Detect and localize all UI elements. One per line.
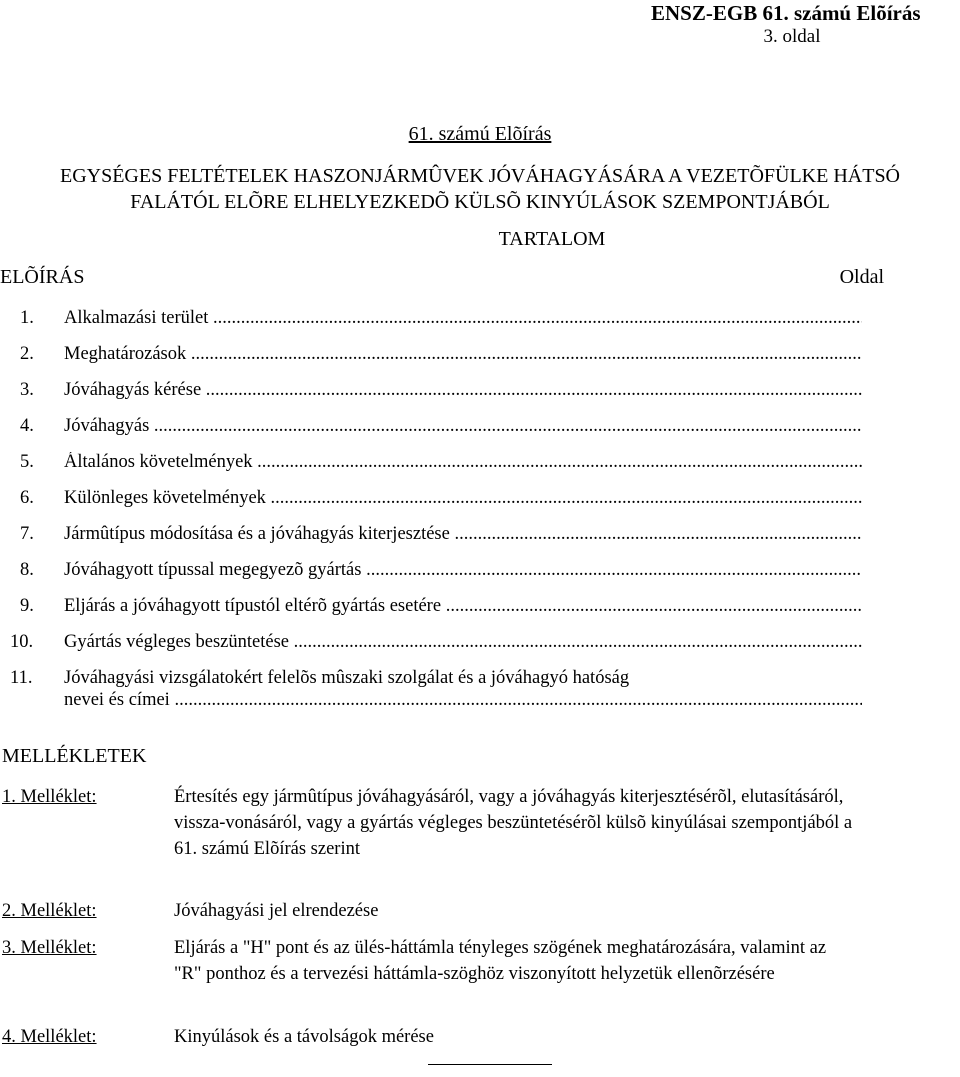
page-header [651, 2, 933, 48]
toc-item-number: 5. [20, 452, 34, 472]
toc-item-text: Gyártás végleges beszüntetése ..... [64, 632, 862, 653]
toc-item [0, 524, 862, 560]
annex-text: Értesítés egy jármûtípus jóváhagyásáról, vagy a jóváhagyás kiterjesztésérõl, elutasításáról, vissza-vonásáról, vagy a gyártás végleges beszüntetésérõl külsõ kinyúlásai szempontjából a 61. számú Elõírás szerint [174, 787, 853, 859]
toc-item [0, 668, 862, 724]
toc-item-number: 3. [20, 380, 34, 400]
toc-item-text: Jármûtípus módosítása és a jóváhagyás kiterjesztése ..... [64, 524, 862, 545]
annex-text: Eljárás a "H" pont és az ülés-háttámla tényleges szögének meghatározására, valamint az "R" ponthoz és a tervezési háttámla-szöghöz viszonyított helyzetük ellenõrzésére [174, 938, 827, 984]
toc-item-number: 6. [20, 488, 34, 508]
toc-item-text: Általános követelmények ..... [64, 452, 862, 473]
toc-item [0, 488, 862, 524]
toc-item-number: 1. [20, 308, 34, 328]
page-column-label: Oldal [839, 266, 884, 288]
toc-item [0, 344, 862, 380]
annexes-heading: MELLÉKLETEK [2, 745, 147, 767]
toc-item [0, 416, 862, 452]
toc-item-text-line-2: nevei és címei ..... [64, 690, 862, 711]
toc-item-number: 11. [10, 668, 33, 688]
section-label: ELÕÍRÁS [0, 266, 85, 288]
toc-item-text: Eljárás a jóváhagyott típustól eltérõ gyártás esetére ..... [64, 596, 862, 617]
regulation-title-line-2: FALÁTÓL ELÕRE ELHELYEZKEDÕ KÜLSÕ KINYÚLÁSOK SZEMPONTJÁBÓL [130, 191, 830, 213]
regulation-title [0, 163, 960, 215]
toc-item [0, 308, 862, 344]
annex-text: Kinyúlások és a távolságok mérése [174, 1027, 434, 1047]
toc-item-text: Jóváhagyás ..... [64, 416, 862, 437]
contents-heading: TARTALOM [498, 228, 606, 250]
annex-label: 2. Melléklet: [2, 901, 97, 921]
regulation-number: 61. számú Elõírás [408, 123, 552, 145]
annex-label: 3. Melléklet: [2, 938, 97, 958]
toc-item-number: 4. [20, 416, 34, 436]
toc-item-text-line-1: Jóváhagyási vizsgálatokért felelõs mûszaki szolgálat és a jóváhagyó hatóság [64, 668, 630, 688]
toc-item-number: 10. [10, 632, 34, 652]
toc-item-text: Alkalmazási terület ..... [64, 308, 862, 329]
toc-item-text: Meghatározások ..... [64, 344, 862, 365]
end-divider-line [428, 1064, 552, 1065]
toc-item-text: Jóváhagyott típussal megegyezõ gyártás ..... [64, 560, 862, 581]
toc-item [0, 380, 862, 416]
toc-item-number: 2. [20, 344, 34, 364]
toc-item-text: Jóváhagyás kérése ..... [64, 380, 862, 401]
annex-label: 4. Melléklet: [2, 1027, 97, 1047]
regulation-title-line-1: EGYSÉGES FELTÉTELEK HASZONJÁRMÛVEK JÓVÁHAGYÁSÁRA A VEZETÕFÜLKE HÁTSÓ [59, 165, 901, 187]
toc-item [0, 596, 862, 632]
header-title: ENSZ-EGB 61. számú Elõírás [651, 1, 921, 25]
toc-item [0, 632, 862, 668]
annex-label: 1. Melléklet: [2, 787, 97, 807]
toc-item-number: 9. [20, 596, 34, 616]
toc-item-number: 7. [20, 524, 34, 544]
toc-item [0, 560, 862, 596]
header-page-number: 3. oldal [763, 26, 821, 47]
annex-text: Jóváhagyási jel elrendezése [174, 901, 379, 921]
toc-item-text: Különleges követelmények ..... [64, 488, 862, 509]
toc-item [0, 452, 862, 488]
toc-item-number: 8. [20, 560, 34, 580]
table-of-contents [0, 308, 862, 724]
